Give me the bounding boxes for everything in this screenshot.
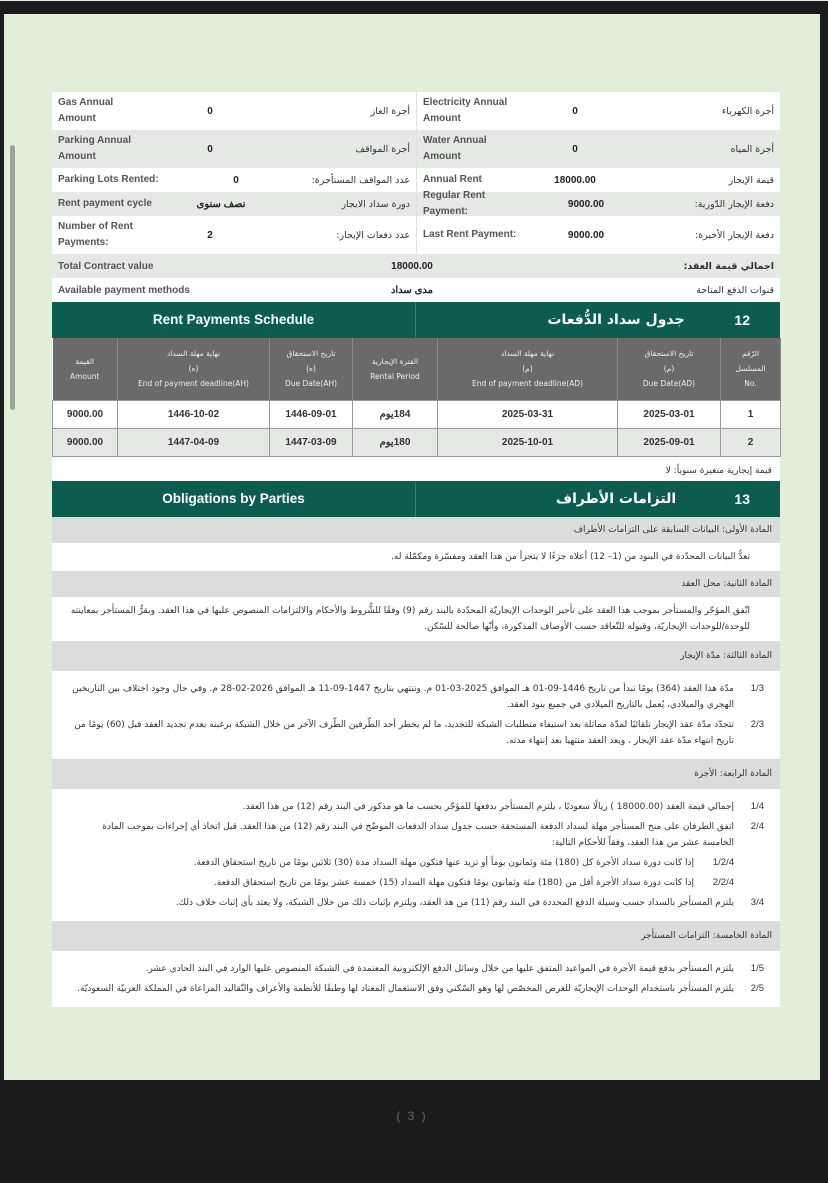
total-label-ar: اجمالي قيمة العقد: — [683, 260, 774, 272]
clause-text: إذا كانت دورة سداد الأجرة كل (180) مئة وثمانون يوماً أو تزيد عنها فتكون مهلة السداد مدة (30) ثلاثين يومًا من تاريخ استحقاق الدفعة. — [193, 857, 694, 868]
table-cell: 2025-09-01 — [618, 428, 721, 456]
column-header-line: End of payment deadline(AH) — [138, 379, 249, 389]
table-row — [53, 428, 781, 456]
methods-value: مدى سداد — [390, 284, 434, 296]
info-row — [52, 168, 780, 192]
clause-text: يلتزم المستأجر باستخدام الوحدات الإيجاريّة للغرض المخصّص لها وهو السّكني وفق الاستعمال المعتاد لها وطبقًا للأنظمة والأعراف والتّقاليد المراعاة في المملكة العربيّة السعوديّة. — [77, 983, 734, 994]
article-heading: المادة الأولى: البيانات السابقة على التزامات الأطراف — [52, 517, 780, 543]
obligations-title-en: Obligations by Parties — [52, 481, 416, 517]
total-contract-row — [52, 254, 780, 278]
info-label-en: Annual Rent — [423, 174, 482, 185]
info-row — [52, 192, 780, 216]
column-header-line: الرّقم — [741, 349, 760, 359]
payment-methods-row — [52, 278, 780, 302]
schedule-title-ar: جدول سداد الدُّفعات — [547, 312, 685, 328]
info-label-en: Rent payment cycle — [58, 198, 152, 209]
methods-label-ar: قنوات الدفع المتاحة — [696, 284, 774, 296]
total-value: 18000.00 — [391, 260, 433, 272]
article-body — [52, 951, 780, 1007]
info-row — [52, 216, 780, 254]
article-body — [52, 543, 780, 571]
article-body — [52, 671, 780, 759]
column-header — [53, 338, 118, 400]
table-cell: 1447-04-09 — [118, 428, 270, 456]
column-header-line: Amount — [70, 371, 100, 381]
clause — [70, 961, 764, 977]
info-value: 0 — [572, 105, 578, 117]
section-number: 12 — [734, 312, 750, 328]
info-label-en: Parking Annual Amount — [58, 135, 131, 162]
clause-number: 1/3 — [750, 682, 764, 694]
info-value: 9000.00 — [567, 229, 605, 241]
info-cell-number-payments — [52, 216, 416, 254]
obligations-articles — [52, 517, 780, 1007]
article-paragraph: اتّفق المؤجّر والمستأجر بموجب هذا العقد على تأجير الوحدات الإيجاريّة المحدّدة بالبند رقم (9) وفقًا للشُّروط والأحكام والالتزامات المنصوص عليها في هذا العقد. ويقرُّ المستأجر بمعاينته للوحدة/للوحدات الإيجاريّة، وقبوله للتّعاقد حسب الأوصاف المذكورة، وأنّها صالحة للسّكن. — [70, 605, 750, 632]
info-value: نصف سنوى — [196, 198, 246, 210]
table-cell: 184يوم — [353, 400, 438, 428]
info-label-ar: أجرة الكهرباء — [721, 105, 774, 117]
info-label-en: Number of Rent Payments: — [58, 221, 133, 248]
column-header — [118, 338, 270, 400]
info-value: 0 — [207, 105, 213, 117]
schedule-title-en: Rent Payments Schedule — [52, 302, 416, 338]
article-heading: المادة الثانية: محل العقد — [52, 571, 780, 597]
clause-number: 2/3 — [750, 718, 764, 730]
info-cell-payment-cycle — [52, 192, 416, 216]
info-label-ar: أجرة المياه — [730, 143, 774, 155]
column-header-line: تاريخ الاستحقاق — [644, 349, 694, 359]
info-label-ar: دفعة الإيجار الدّورية: — [694, 198, 774, 210]
rent-payments-schedule-table — [52, 338, 781, 457]
obligations-section-header — [52, 481, 780, 517]
info-cell-regular-payment — [416, 192, 780, 216]
schedule-section-header — [52, 302, 780, 338]
section-number: 13 — [734, 490, 750, 507]
info-cell-gas — [52, 92, 416, 130]
info-label-en: Regular Rent Payment: — [423, 190, 486, 217]
table-cell: 2025-03-01 — [618, 400, 721, 428]
clause-text: تتجدّد مدّة عقد الإيجار تلقائيًا لمدّة مماثلة بعد استيفاء متطلبات الشبكة للتجديد، ما لم يخطر أحد الطّرفين الطّرف الآخر من خلال الشبكة برغبته بعدم تجديد العقد قبل (60) يومًا من تاريخ انتهاء مدّة عقد الإيجار ، ويعد العقد منتهيا بعد إنتهاء مدته. — [74, 719, 734, 746]
info-label-en: Gas Annual Amount — [58, 97, 114, 124]
article-paragraph: تعدُّ البيانات المحدّدة في البنود من (1– 12) أعلاه جزءًا لا يتجزأ من هذا العقد ومفسّرة ومكمّلة له. — [391, 551, 750, 562]
info-label-en: Electricity Annual Amount — [423, 97, 508, 124]
info-label-en: Parking Lots Rented: — [58, 174, 159, 185]
info-value: 0 — [233, 174, 239, 186]
info-row — [52, 92, 780, 130]
column-header-line: (م) — [522, 364, 533, 374]
column-header-line: نهاية مهلة السداد — [166, 349, 221, 359]
column-header — [618, 338, 721, 400]
contract-info-grid — [52, 92, 780, 302]
clause-number: 2/2/4 — [712, 876, 734, 888]
column-header-line: End of payment deadline(AD) — [471, 379, 584, 389]
column-header-line: الفترة الإيجارية — [371, 356, 419, 366]
obligations-title-ar: التزامات الأطراف — [555, 490, 677, 507]
clause-number: 2/5 — [750, 982, 764, 994]
table-header-row — [53, 338, 781, 400]
clause — [70, 799, 764, 815]
clause — [70, 875, 764, 891]
info-value: 9000.00 — [567, 198, 605, 210]
variable-rent-note: قيمة إيجارية متغيرة سنوياً: لا — [665, 465, 772, 476]
clause-number: 1/4 — [750, 800, 764, 812]
info-label-ar: أجرة الغاز — [370, 105, 410, 117]
column-header-line: (م) — [663, 364, 675, 374]
vertical-scrollbar[interactable] — [10, 145, 15, 410]
clause-number: 1/5 — [750, 962, 764, 974]
schedule-title-ar-group — [416, 302, 780, 338]
info-label-ar: دفعة الإيجار الأخيرة: — [694, 229, 774, 241]
window-bottom-bar — [0, 1163, 828, 1183]
clause — [70, 819, 764, 851]
clause-number: 3/4 — [750, 896, 764, 908]
clause — [70, 681, 764, 713]
column-header-line: تاريخ الاستحقاق — [286, 349, 336, 359]
info-cell-parking — [52, 130, 416, 168]
table-cell: 2025-03-31 — [438, 400, 618, 428]
article-heading: المادة الخامسة: التزامات المستأجر — [52, 921, 780, 951]
window-top-bar — [0, 0, 828, 14]
clause-number: 1/2/4 — [712, 856, 734, 868]
table-cell: 2 — [721, 428, 781, 456]
column-header — [721, 338, 781, 400]
info-label-en: Water Annual Amount — [423, 135, 487, 162]
table-cell: 1446-10-02 — [118, 400, 270, 428]
obligations-title-ar-group — [416, 481, 780, 517]
table-row — [53, 400, 781, 428]
table-body — [53, 400, 781, 456]
clause-text: مدّة هذا العقد (364) يومًا تبدأ من تاريخ 1446-09-01 هـ الموافق 2025-03-01 م. وتنتهي بتاريخ 1447-09-11 هـ الموافق 2026-02-28 م. وفي حال وجود اختلاف بين التاريخين الهجري والميلادي، يُعمل بالتاريخ الميلادي في جميع بنود العقد. — [72, 683, 734, 710]
clause-text: اتفق الطرفان على منح المستأجر مهلة لسداد الدفعة المستحقة حسب جدول سداد الدفعات الموضّح في البند رقم (12) من هذا العقد. قبل اتخاذ أي إجراءات بموجب المادة الخامسة عشر من هذا العقد، وفقاً للأحكام التالية: — [102, 821, 734, 848]
table-cell: 1446-09-01 — [270, 400, 353, 428]
info-value: 0 — [207, 143, 213, 155]
clause-text: إذا كانت دورة سداد الأجرة أقل من (180) مئة وثمانون يومًا فتكون مهلة السداد (15) خمسة عشر يومًا من تاريخ استحقاق الدفعة. — [213, 877, 694, 888]
clause-number: 2/4 — [750, 820, 764, 832]
table-cell: 1 — [721, 400, 781, 428]
info-cell-electricity — [416, 92, 780, 130]
info-label-ar: دورة سداد الايجار — [341, 198, 410, 210]
article-body — [52, 789, 780, 921]
clause-text: إجمالي قيمة العقد (18000.00 ) ريالًا سعوديًا ، يلتزم المستأجر بدفعها للمؤجّر بحسب ما هو مذكور في البند رقم (12) من هذا العقد. — [242, 801, 734, 812]
info-cell-water — [416, 130, 780, 168]
column-header — [353, 338, 438, 400]
table-cell: 9000.00 — [53, 428, 118, 456]
page-number: ( 3 ) — [396, 1109, 428, 1123]
total-label-en: Total Contract value — [58, 260, 154, 272]
column-header-line: .No — [744, 379, 757, 389]
table-cell: 2025-10-01 — [438, 428, 618, 456]
article-heading: المادة الثالثة: مدّة الإيجار — [52, 641, 780, 671]
info-label-ar: عدد المواقف المستأجرة: — [311, 174, 410, 186]
methods-label-en: Available payment methods — [58, 284, 190, 296]
table-cell: 180يوم — [353, 428, 438, 456]
clause — [70, 981, 764, 997]
column-header-line: نهاية مهلة السداد — [500, 349, 555, 359]
article-body — [52, 597, 780, 641]
info-value: 2 — [207, 229, 213, 241]
table-cell: 1447-03-09 — [270, 428, 353, 456]
info-label-ar: أجرة المواقف — [355, 143, 410, 155]
info-value: 0 — [572, 143, 578, 155]
column-header-line: (ه) — [188, 364, 199, 374]
column-header-line: القيمة — [75, 356, 95, 366]
info-label-ar: قيمة الإيجار — [728, 174, 774, 186]
info-row — [52, 130, 780, 168]
column-header-line: Rental Period — [370, 371, 420, 381]
info-cell-parking-lots — [52, 168, 416, 192]
clause — [70, 855, 764, 871]
info-label-en: Last Rent Payment: — [423, 229, 517, 240]
clause — [70, 895, 764, 911]
column-header — [270, 338, 353, 400]
clause — [70, 717, 764, 749]
info-cell-last-payment — [416, 216, 780, 254]
info-value: 18000.00 — [554, 174, 596, 186]
clause-text: يلتزم المستأجر بالسداد حسب وسيلة الدفع المحددة في البند رقم (11) من هذ العقد، ويلتزم بإثبات ذلك من خلال الشبكة، ولا يعتد بأي إثبات خلاف ذلك. — [175, 897, 734, 908]
column-header-line: (ه) — [306, 364, 316, 374]
clause-text: يلتزم المستأجر بدفع قيمة الأجرة في المواعيد المتفق عليها من خلال وسائل الدفع الإلكترونية المعتمدة في الشبكة المنصوص عليها الوارد في البند الحادي عشر. — [145, 963, 734, 974]
column-header-line: المسلسل — [735, 364, 766, 374]
contract-page — [52, 92, 780, 1007]
document-viewport — [4, 14, 820, 1123]
info-label-ar: عدد دفعات الإيجار: — [336, 229, 410, 241]
column-header-line: Due Date(AH) — [284, 379, 338, 389]
article-heading: المادة الرابعة: الأجرة — [52, 759, 780, 789]
table-cell: 9000.00 — [53, 400, 118, 428]
column-header — [438, 338, 618, 400]
column-header-line: Due Date(AD) — [642, 379, 696, 389]
